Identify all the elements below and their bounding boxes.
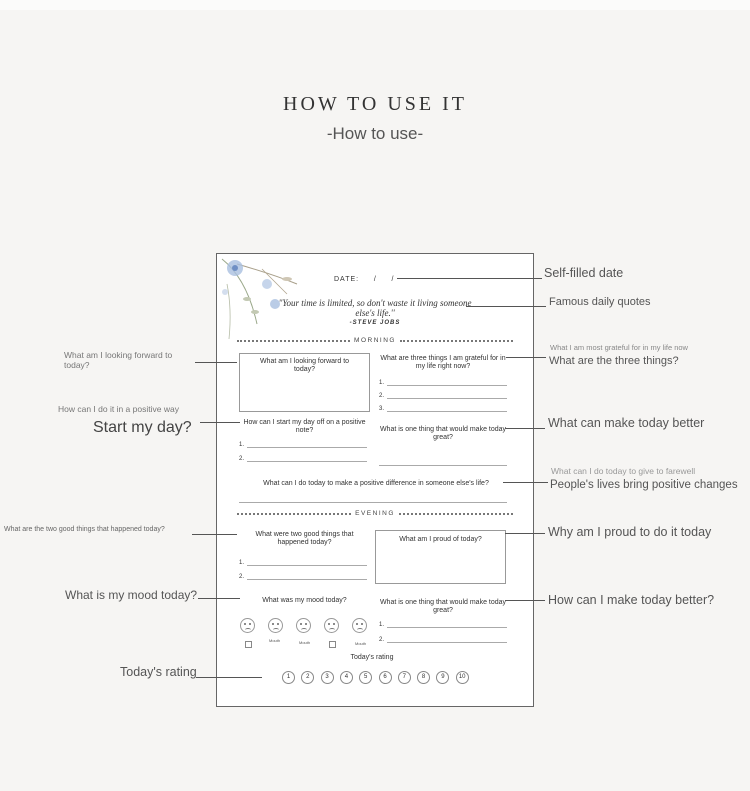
mood-checkbox[interactable] (245, 641, 252, 648)
line-number: 1. (379, 622, 385, 628)
leader-line (397, 278, 542, 279)
grateful-question: What are three things I am grateful for in my life right now? (380, 355, 506, 370)
difference-line[interactable] (239, 502, 507, 503)
leader-line (198, 598, 240, 599)
annotation-farewell: What can I do today to give to farewell (551, 466, 696, 476)
line-number: 1. (379, 380, 385, 386)
date-separator: / (391, 276, 395, 283)
great2-line-1[interactable] (379, 620, 507, 628)
mood-question: What was my mood today? (262, 597, 347, 604)
leader-line (196, 677, 262, 678)
rating-circle-7[interactable]: 7 (398, 671, 411, 684)
mood-label: Mouth (269, 638, 281, 643)
rating-circle-2[interactable]: 2 (301, 671, 314, 684)
date-separator: / (373, 276, 377, 283)
annotation-famous-quotes: Famous daily quotes (549, 296, 651, 308)
leader-line (195, 362, 237, 363)
annotation-start-my-day: Start my day? (93, 419, 192, 436)
annotation-forward: What am I looking forward to today? (64, 350, 173, 370)
annotation-two-good-things: What are the two good things that happened today? (4, 526, 165, 533)
rating-circle-5[interactable]: 5 (359, 671, 372, 684)
annotation-why-proud: Why am I proud to do it today (548, 525, 712, 539)
leader-line (200, 422, 240, 423)
leader-line (506, 357, 546, 358)
evening-label: EVENING (355, 510, 395, 517)
good-things-question: What were two good things that happened today? (255, 531, 354, 546)
great-question-evening: What is one thing that would make today great? (379, 599, 507, 614)
rating-circle-3[interactable]: 3 (321, 671, 334, 684)
forward-question: What am I looking forward to today? (259, 358, 350, 373)
grateful-line-1[interactable] (379, 378, 507, 386)
annotation-positive-changes: People's lives bring positive changes (550, 479, 738, 491)
good-line-2[interactable] (239, 572, 367, 580)
annotation-three-things: What are the three things? (549, 355, 679, 367)
start-line-1[interactable] (239, 440, 367, 448)
annotation-positive-way: How can I do it in a positive way (58, 404, 179, 414)
morning-section-header (237, 337, 513, 344)
leader-line (192, 534, 237, 535)
great-question: What is one thing that would make today great? (379, 426, 507, 441)
daily-quote: "Your time is limited, so don't waste it living someone else's life.'' (278, 298, 472, 318)
mood-face-icon[interactable] (296, 618, 311, 633)
page-subtitle: -How to use- (326, 124, 424, 143)
line-number: 2. (239, 456, 245, 462)
top-strip (0, 0, 750, 10)
proud-question: What am I proud of today? (399, 536, 482, 543)
mood-face-icon[interactable] (352, 618, 367, 633)
start-day-question: How can I start my day off on a positive note? (243, 419, 366, 434)
mood-checkbox[interactable] (329, 641, 336, 648)
mood-face-icon[interactable] (268, 618, 283, 633)
great2-line-2[interactable] (379, 635, 507, 643)
line-number: 1. (239, 560, 245, 566)
rating-circle-9[interactable]: 9 (436, 671, 449, 684)
quote-author: -STEVE JOBS (349, 320, 401, 326)
planner-sheet (216, 253, 534, 707)
rating-circle-8[interactable]: 8 (417, 671, 430, 684)
annotation-mood-today: What is my mood today? (65, 588, 198, 602)
start-line-2[interactable] (239, 454, 367, 462)
difference-question: What can I do today to make a positive difference in someone else's life? (263, 480, 489, 487)
annotation-self-filled-date: Self-filled date (544, 266, 624, 280)
leader-line (466, 306, 546, 307)
good-line-1[interactable] (239, 558, 367, 566)
rating-circle-6[interactable]: 6 (379, 671, 392, 684)
line-number: 2. (379, 637, 385, 643)
great-line[interactable] (379, 465, 507, 466)
rating-circle-1[interactable]: 1 (282, 671, 295, 684)
rating-circle-4[interactable]: 4 (340, 671, 353, 684)
mood-label: Mouth (299, 640, 311, 645)
line-number: 2. (239, 574, 245, 580)
annotation-todays-rating: Today's rating (120, 665, 197, 679)
rating-label: Today's rating (350, 654, 394, 661)
mood-face-icon[interactable] (240, 618, 255, 633)
morning-label: MORNING (354, 337, 396, 344)
leader-line (505, 600, 545, 601)
leader-line (503, 482, 548, 483)
annotation-make-today-better: How can I make today better? (548, 593, 715, 607)
line-number: 3. (379, 406, 385, 412)
mood-face-icon[interactable] (324, 618, 339, 633)
forward-box[interactable] (239, 353, 370, 412)
grateful-line-3[interactable] (379, 404, 507, 412)
annotation-grateful-small: What I am most grateful for in my life now (550, 343, 688, 352)
line-number: 1. (239, 442, 245, 448)
proud-box[interactable] (375, 530, 506, 584)
date-label: DATE: (334, 276, 360, 283)
leader-line (505, 533, 545, 534)
rating-circle-10[interactable]: 10 (456, 671, 469, 684)
page-title: HOW TO USE IT (283, 93, 467, 115)
evening-section-header (237, 510, 513, 517)
date-field (334, 276, 394, 283)
grateful-line-2[interactable] (379, 391, 507, 399)
leader-line (505, 428, 545, 429)
line-number: 2. (379, 393, 385, 399)
mood-label: Mouth (355, 641, 367, 646)
annotation-today-better: What can make today better (548, 416, 705, 430)
